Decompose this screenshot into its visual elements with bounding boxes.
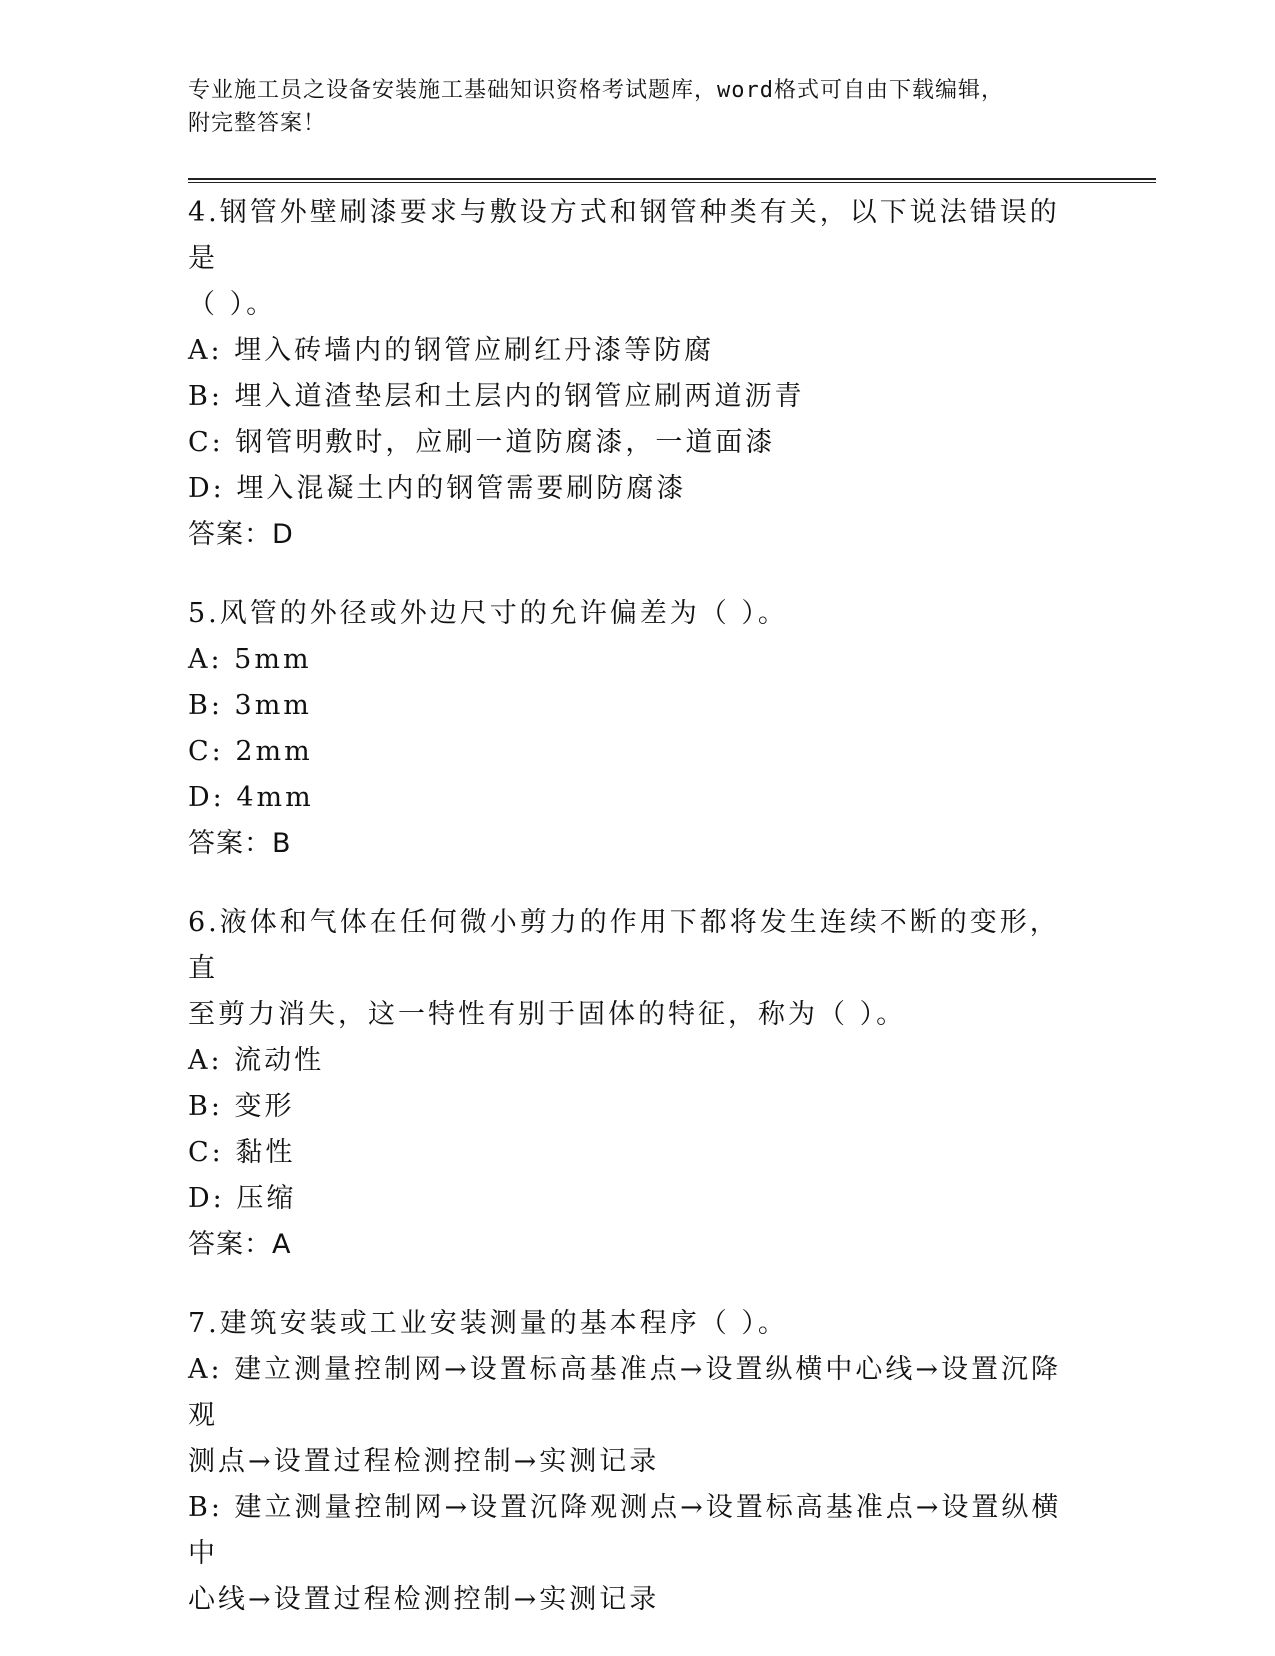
option-b: B: 埋入道渣垫层和土层内的钢管应刷两道沥青	[188, 381, 805, 412]
answer-line: 答案：D	[188, 519, 294, 550]
question-stem: 6.液体和气体在任何微小剪力的作用下都将发生连续不断的变形，直	[188, 907, 1060, 984]
question-7	[188, 1301, 1088, 1623]
option-a: A: 埋入砖墙内的钢管应刷红丹漆等防腐	[188, 335, 715, 366]
option-c: C: 2mm	[188, 736, 313, 767]
question-list	[188, 190, 1088, 1656]
option-c: C: 钢管明敷时，应刷一道防腐漆，一道面漆	[188, 427, 776, 458]
answer-line: 答案：B	[188, 828, 292, 859]
question-6	[188, 900, 1088, 1268]
option-d: D: 4mm	[188, 782, 314, 813]
option-b: B: 建立测量控制网→设置沉降观测点→设置标高基准点→设置纵横中	[188, 1492, 1062, 1569]
question-stem: （ ）。	[188, 289, 277, 320]
option-a: A: 5mm	[188, 644, 312, 675]
question-stem: 7.建筑安装或工业安装测量的基本程序（ ）。	[188, 1308, 788, 1339]
answer-line: 答案：A	[188, 1229, 292, 1260]
option-a: A: 流动性	[188, 1045, 325, 1076]
header-line-1: 专业施工员之设备安装施工基础知识资格考试题库，word格式可自由下载编辑，	[188, 78, 1004, 103]
option-c: C: 黏性	[188, 1137, 296, 1168]
document-header	[188, 74, 1088, 140]
question-5	[188, 591, 1088, 867]
option-b: B: 3mm	[188, 690, 312, 721]
option-d: D: 埋入混凝土内的钢管需要刷防腐漆	[188, 473, 687, 504]
header-line-2: 附完整答案！	[188, 111, 327, 136]
option-b: B: 变形	[188, 1091, 295, 1122]
option-b-continued: 心线→设置过程检测控制→实测记录	[188, 1584, 660, 1615]
option-a: A: 建立测量控制网→设置标高基准点→设置纵横中心线→设置沉降观	[188, 1354, 1062, 1431]
question-stem: 5.风管的外径或外边尺寸的允许偏差为（ ）。	[188, 598, 788, 629]
question-4	[188, 190, 1088, 558]
header-divider	[188, 178, 1156, 183]
option-d: D: 压缩	[188, 1183, 297, 1214]
question-stem: 4.钢管外壁刷漆要求与敷设方式和钢管种类有关，以下说法错误的是	[188, 197, 1060, 274]
question-stem: 至剪力消失，这一特性有别于固体的特征，称为（ ）。	[188, 999, 907, 1030]
option-a-continued: 测点→设置过程检测控制→实测记录	[188, 1446, 660, 1477]
